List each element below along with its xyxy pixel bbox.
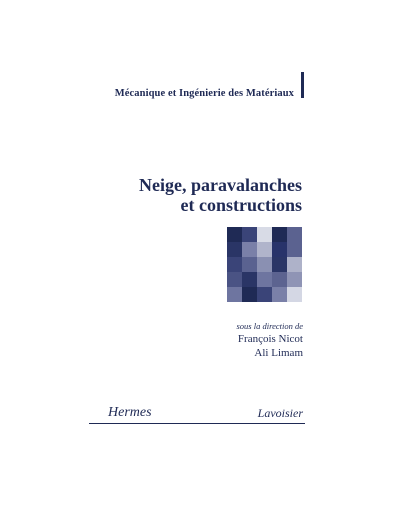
mosaic-tile xyxy=(287,242,302,257)
cover-mosaic xyxy=(227,227,302,302)
mosaic-tile xyxy=(227,242,242,257)
mosaic-tile xyxy=(257,272,272,287)
mosaic-tile xyxy=(287,257,302,272)
mosaic-tile xyxy=(227,227,242,242)
editors-label: sous la direction de xyxy=(236,321,303,331)
book-title-line-1: Neige, paravalanches xyxy=(139,175,302,195)
mosaic-tile xyxy=(227,287,242,302)
series-title: Mécanique et Ingénierie des Matériaux xyxy=(114,88,294,99)
mosaic-tile xyxy=(272,242,287,257)
editors-block xyxy=(237,321,304,360)
mosaic-tile xyxy=(272,227,287,242)
editor-name-1: François Nicot xyxy=(237,333,303,345)
series-header xyxy=(90,72,304,98)
series-bar xyxy=(301,72,304,98)
book-title xyxy=(139,175,302,215)
publisher-rule xyxy=(89,423,305,424)
book-title-line-2: et constructions xyxy=(180,195,302,215)
mosaic-tile xyxy=(257,257,272,272)
mosaic-tile xyxy=(272,257,287,272)
mosaic-tile xyxy=(257,287,272,302)
mosaic-tile xyxy=(227,257,242,272)
mosaic-tile xyxy=(287,227,302,242)
editor-name-2: Ali Limam xyxy=(254,347,303,359)
mosaic-tile xyxy=(227,272,242,287)
mosaic-tile xyxy=(242,257,257,272)
mosaic-tile xyxy=(272,287,287,302)
mosaic-tile xyxy=(287,287,302,302)
publisher-lavoisier: Lavoisier xyxy=(257,406,303,420)
mosaic-tile xyxy=(242,272,257,287)
publisher-logo-hermes: Hermes xyxy=(108,405,152,420)
mosaic-tile xyxy=(257,242,272,257)
mosaic-tile xyxy=(242,227,257,242)
mosaic-tile xyxy=(257,227,272,242)
mosaic-tile xyxy=(287,272,302,287)
mosaic-tile xyxy=(272,272,287,287)
mosaic-tile xyxy=(242,242,257,257)
mosaic-tile xyxy=(242,287,257,302)
